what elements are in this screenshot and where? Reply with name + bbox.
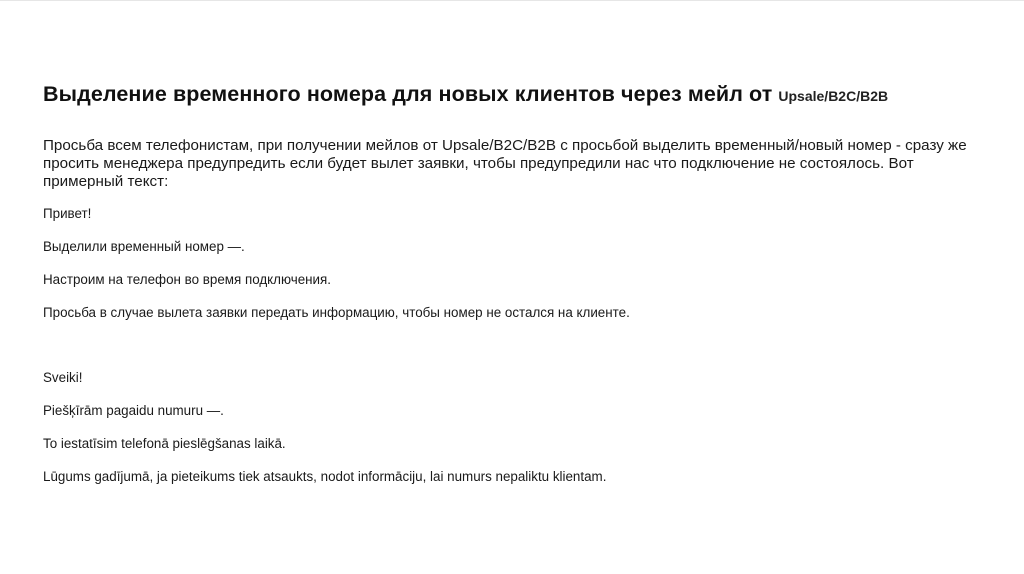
lv-setup-line: To iestatīsim telefonā pieslēgšanas laikā.	[43, 436, 286, 451]
intro-paragraph: Просьба всем телефонистам, при получении мейлов от Upsale/B2C/B2B с просьбой выделить временный/новый номер - сразу же просить менеджера предупредить если будет вылет заявки, чтобы предупредили нас что подключение не состоялось. Вот примерный текст:	[43, 137, 967, 190]
title-suffix-text: Upsale/B2C/B2B	[778, 88, 889, 104]
slide-body	[43, 137, 978, 501]
ru-number-line: Выделили временный номер —.	[43, 239, 245, 254]
ru-greeting: Привет!	[43, 206, 92, 221]
russian-message-template	[43, 205, 978, 322]
title-main-text: Выделение временного номера для новых клиентов через мейл от	[43, 82, 773, 106]
ru-setup-line: Настроим на телефон во время подключения.	[43, 272, 332, 287]
lv-number-line: Piešķīrām pagaidu numuru —.	[43, 403, 224, 418]
lv-request-line: Lūgums gadījumā, ja pieteikums tiek atsaukts, nodot informāciju, lai numurs nepaliktu klientam.	[43, 469, 607, 484]
lv-greeting: Sveiki!	[43, 370, 83, 385]
ru-request-line: Просьба в случае вылета заявки передать информацию, чтобы номер не остался на клиенте.	[43, 305, 630, 320]
section-spacer	[43, 337, 978, 369]
latvian-message-template	[43, 369, 978, 486]
slide-title	[43, 72, 993, 109]
top-divider	[0, 0, 1024, 1]
